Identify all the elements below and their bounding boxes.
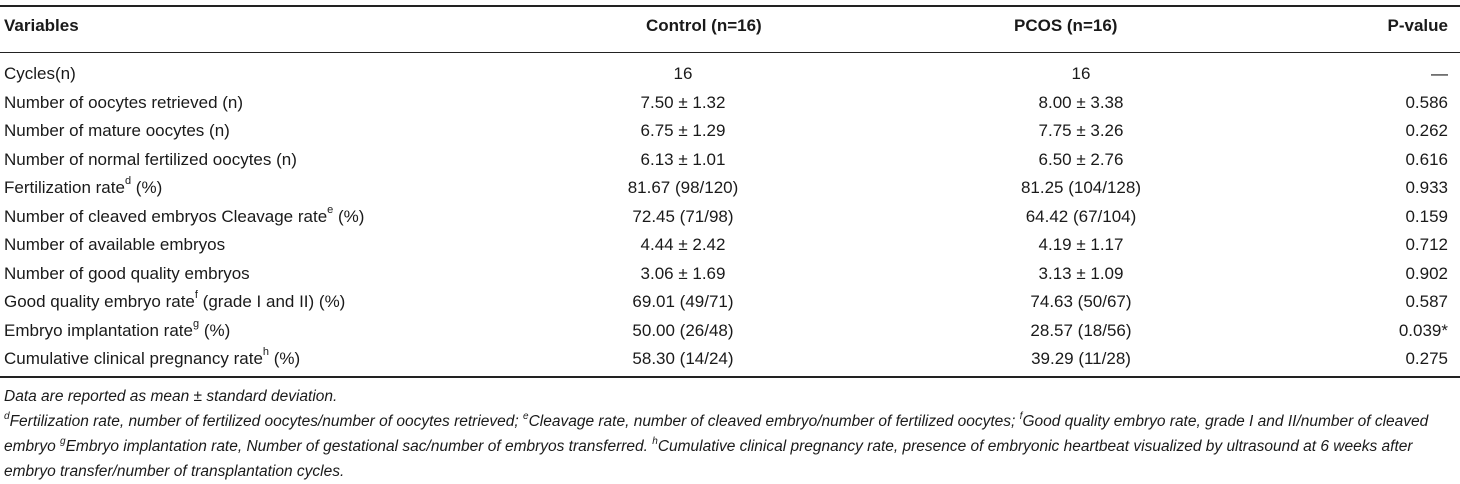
- cell-pcos: 39.29 (11/28): [1031, 349, 1131, 368]
- variable-label: Number of oocytes retrieved (n): [4, 92, 244, 112]
- footnote-marker: g: [192, 317, 200, 330]
- footnote-h-text: Cumulative clinical pregnancy rate, presence of embryonic heartbeat visualized by ultrasound at 6 weeks after embryo transfer/number of transplantation cycles.: [4, 438, 1413, 480]
- cell-control: 72.45 (71/98): [632, 206, 734, 226]
- cell-variable: [4, 64, 76, 84]
- footnote-marker: h: [262, 346, 270, 359]
- cell-control: 6.13 ± 1.01: [640, 149, 726, 169]
- variable-label: Number of mature oocytes (n): [4, 121, 230, 140]
- cell-control: 4.44 ± 2.42: [640, 235, 726, 254]
- cell-variable: [4, 203, 365, 227]
- table-row: [0, 233, 1460, 262]
- cell-pcos: 3.13 ± 1.09: [1038, 263, 1124, 283]
- cell-pvalue: 0.587: [1405, 292, 1448, 311]
- cell-control: 16: [673, 64, 693, 83]
- header-pvalue: P-value: [1387, 16, 1448, 35]
- variable-label: Number of cleaved embryos Cleavage rate: [4, 206, 328, 226]
- cell-pvalue: 0.933: [1405, 178, 1448, 197]
- header-variables: Variables: [4, 16, 79, 35]
- table-row: [0, 347, 1460, 376]
- cell-variable: [4, 93, 243, 113]
- cell-pvalue: —: [1431, 64, 1448, 83]
- cell-variable: [4, 317, 231, 341]
- table-row: [0, 205, 1460, 234]
- variable-label: Good quality embryo rate: [4, 292, 195, 311]
- table-header-rule: [0, 52, 1460, 53]
- cell-pcos: 4.19 ± 1.17: [1038, 235, 1124, 254]
- cell-control: 58.30 (14/24): [632, 349, 734, 368]
- table-body: [0, 62, 1460, 376]
- table-row: [0, 119, 1460, 148]
- footnote-marker: f: [194, 289, 198, 302]
- table-bottom-rule: [0, 376, 1460, 378]
- footnote-f-text: Good quality embryo rate, grade I and II/number of cleaved embryo: [4, 413, 1429, 455]
- footnote-g-text: Embryo implantation rate, Number of gestational sac/number of embryos transferred.: [65, 438, 653, 455]
- table-row: [0, 62, 1460, 91]
- footnote-marker: e: [327, 203, 334, 216]
- cell-variable: [4, 121, 230, 141]
- variable-label: Number of good quality embryos: [4, 263, 250, 283]
- variable-label: Number of normal fertilized oocytes (n): [4, 149, 297, 169]
- table-row: [0, 290, 1460, 319]
- variable-unit: (%): [269, 349, 301, 368]
- cell-pvalue: 0.275: [1405, 349, 1448, 368]
- table-footnotes: [4, 384, 1456, 484]
- table-row: [0, 262, 1460, 291]
- cell-pcos: 81.25 (104/128): [1020, 178, 1142, 197]
- variable-unit: (%): [333, 206, 365, 226]
- variable-unit: (grade I and II) (%): [197, 292, 346, 311]
- cell-variable: [4, 175, 163, 198]
- footnote-d-marker: d: [4, 410, 10, 422]
- footnote-g-marker: g: [60, 435, 66, 447]
- cell-pvalue: 0.586: [1405, 92, 1448, 112]
- cell-control: 81.67 (98/120): [627, 178, 739, 197]
- cell-pvalue: 0.159: [1405, 206, 1448, 226]
- table-row: [0, 148, 1460, 177]
- cell-variable: [4, 235, 225, 255]
- variable-label: Cycles(n): [4, 64, 76, 83]
- cell-variable: [4, 264, 250, 284]
- variable-label: Cumulative clinical pregnancy rate: [4, 349, 263, 368]
- cell-pcos: 16: [1071, 64, 1091, 83]
- cell-variable: [4, 346, 301, 369]
- cell-pvalue: 0.039*: [1398, 320, 1448, 340]
- footnote-mean-sd: Data are reported as mean ± standard deviation.: [4, 388, 338, 405]
- cell-pcos: 7.75 ± 3.26: [1038, 121, 1124, 140]
- table-top-rule: [0, 5, 1460, 7]
- footnote-d-text: Fertilization rate, number of fertilized oocytes/number of oocytes retrieved;: [9, 413, 524, 430]
- cell-pvalue: 0.902: [1405, 263, 1448, 283]
- variable-label: Fertilization rate: [4, 178, 125, 197]
- footnote-definitions: [4, 409, 1456, 484]
- cell-control: 7.50 ± 1.32: [640, 92, 726, 112]
- cell-pcos: 64.42 (67/104): [1025, 206, 1137, 226]
- cell-pcos: 8.00 ± 3.38: [1038, 92, 1124, 112]
- cell-pvalue: 0.712: [1405, 235, 1448, 254]
- cell-control: 50.00 (26/48): [632, 320, 734, 340]
- cell-pvalue: 0.262: [1405, 121, 1448, 140]
- cell-control: 6.75 ± 1.29: [640, 121, 726, 140]
- footnote-h-marker: h: [652, 435, 658, 447]
- table-row: [0, 176, 1460, 205]
- footnote-marker: d: [124, 175, 132, 188]
- header-pcos: PCOS (n=16): [1014, 16, 1118, 35]
- cell-control: 3.06 ± 1.69: [640, 263, 726, 283]
- cell-variable: [4, 289, 346, 312]
- cell-control: 69.01 (49/71): [632, 292, 734, 311]
- variable-label: Embryo implantation rate: [4, 320, 193, 340]
- footnote-e-marker: e: [523, 410, 529, 422]
- footnote-e-text: Cleavage rate, number of cleaved embryo/number of fertilized oocytes;: [528, 413, 1020, 430]
- variable-unit: (%): [131, 178, 163, 197]
- header-control: Control (n=16): [646, 16, 762, 35]
- table-row: [0, 319, 1460, 348]
- table-row: [0, 91, 1460, 120]
- cell-variable: [4, 150, 297, 170]
- cell-pcos: 28.57 (18/56): [1030, 320, 1132, 340]
- variable-label: Number of available embryos: [4, 235, 226, 254]
- variable-unit: (%): [199, 320, 231, 340]
- cell-pcos: 74.63 (50/67): [1030, 292, 1132, 311]
- cell-pcos: 6.50 ± 2.76: [1038, 149, 1124, 169]
- footnote-f-marker: f: [1019, 410, 1023, 422]
- cell-pvalue: 0.616: [1405, 149, 1448, 169]
